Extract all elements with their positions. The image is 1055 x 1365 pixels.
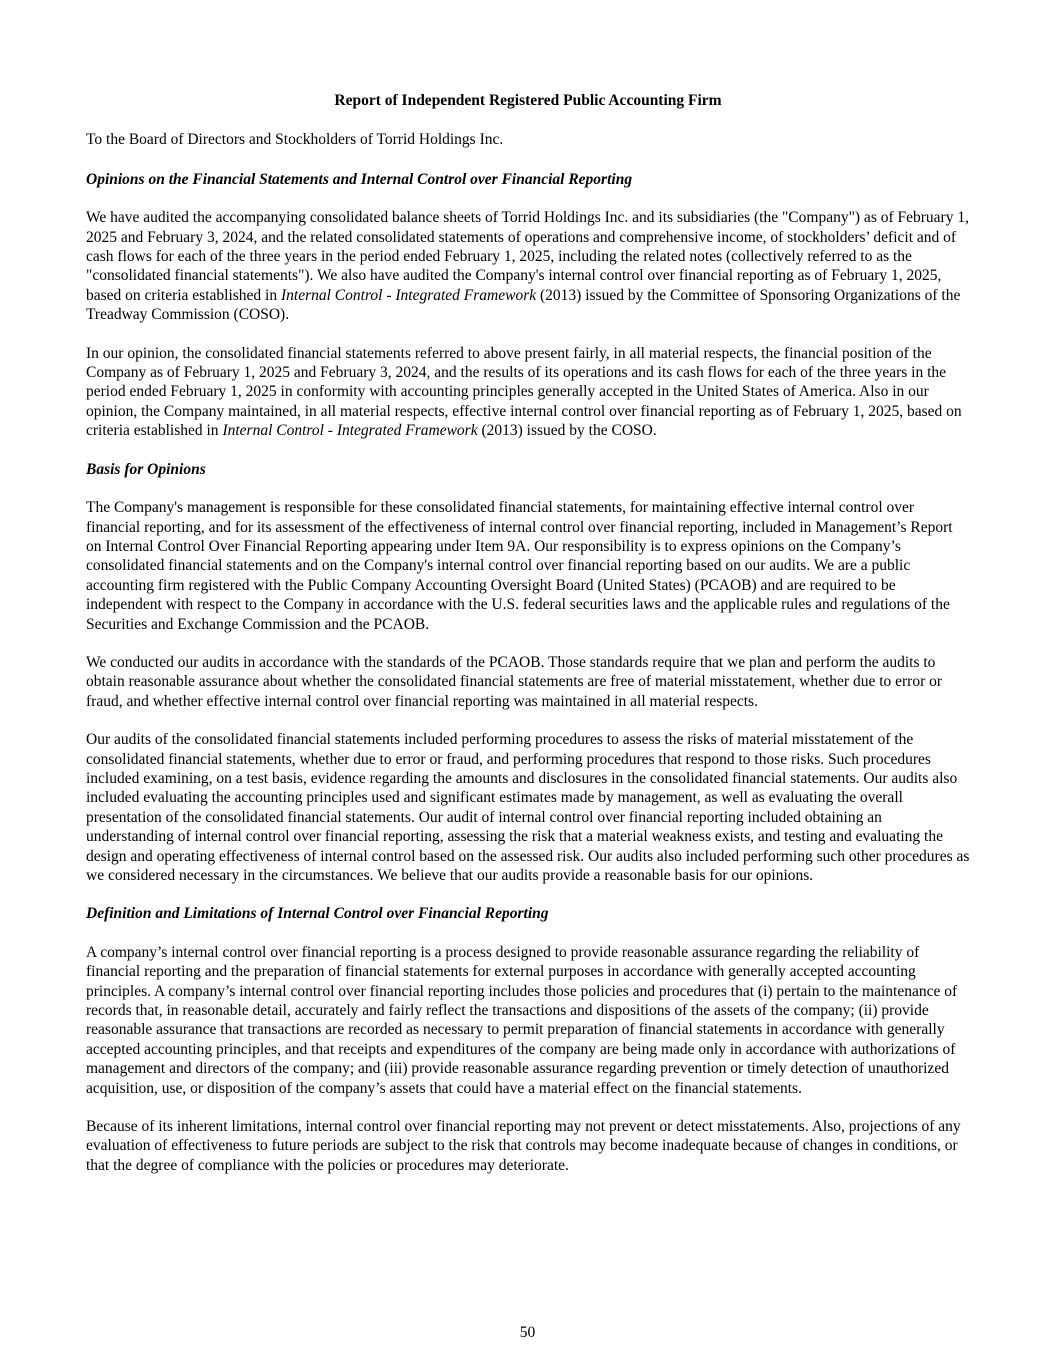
- salutation: To the Board of Directors and Stockholders of Torrid Holdings Inc.: [86, 131, 504, 149]
- report-page: [86, 91, 970, 1194]
- framework-title: Internal Control - Integrated Framework: [222, 422, 478, 440]
- paragraph-text: (2013) issued by the COSO.: [477, 422, 657, 440]
- paragraph-opinions-2: [86, 344, 970, 441]
- paragraph-opinions-1: [86, 208, 970, 324]
- paragraph-definition-2: Because of its inherent limitations, internal control over financial reporting may not prevent or detect misstatements. Also, projections of any evaluation of effectiveness to future periods are subject to the risk that controls may become inadequate because of changes in conditions, or that the degree of compliance with the policies or procedures may deteriorate.: [86, 1118, 961, 1174]
- paragraph-definition-1: A company’s internal control over financial reporting is a process designed to provide reasonable assurance regarding the reliability of financial reporting and the preparation of financial statements for external purposes in accordance with generally accepted accounting principles. A company’s internal control over financial reporting includes those policies and procedures that (i) pertain to the maintenance of records that, in reasonable detail, accurately and fairly reflect the transactions and dispositions of the assets of the company; (ii) provide reasonable assurance that transactions are recorded as necessary to permit preparation of financial statements in accordance with generally accepted accounting principles, and that receipts and expenditures of the company are being made only in accordance with authorizations of management and directors of the company; and (iii) provide reasonable assurance regarding prevention or timely detection of unauthorized acquisition, use, or disposition of the company’s assets that could have a material effect on the financial statements.: [86, 943, 958, 1097]
- heading-definition: Definition and Limitations of Internal Control over Financial Reporting: [86, 905, 549, 923]
- heading-basis: Basis for Opinions: [86, 460, 206, 478]
- page-number: 50: [519, 1324, 536, 1341]
- report-title: Report of Independent Registered Public Accounting Firm: [334, 92, 722, 109]
- paragraph-basis-2: We conducted our audits in accordance with the standards of the PCAOB. Those standards require that we plan and perform the audits to obtain reasonable assurance about whether the consolidated financial statements are free of material misstatement, whether due to error or fraud, and whether effective internal control over financial reporting was maintained in all material respects.: [86, 653, 943, 710]
- framework-title: Internal Control - Integrated Framework: [280, 286, 537, 304]
- paragraph-text: We have audited the accompanying consolidated balance sheets of Torrid Holdings Inc. and its subsidiaries (the "Company") as of February 1, 2025 and February 3, 2024, and the related consolidated statements of operations and comprehensive income, of stockholders’ deficit and of cash flows for each of the three years in the period ended February 1, 2025, including the related notes (collectively referred to as the "consolidated financial statements"). We also have audited the Company's internal control over financial reporting as of February 1, 2025, based on criteria established in: [86, 209, 969, 304]
- heading-opinions: Opinions on the Financial Statements and Internal Control over Financial Reporting: [86, 170, 633, 188]
- paragraph-text: (2013) issued by the Committee of Sponsoring Organizations of the Treadway Commission (COSO).: [86, 286, 961, 324]
- paragraph-basis-1: The Company's management is responsible for these consolidated financial statements, for maintaining effective internal control over financial reporting, and for its assessment of the effectiveness of internal control over financial reporting, included in Management’s Report on Internal Control Over Financial Reporting appearing under Item 9A. Our responsibility is to express opinions on the Company’s consolidated financial statements and on the Company's internal control over financial reporting based on our audits. We are a public accounting firm registered with the Public Company Accounting Oversight Board (United States) (PCAOB) and are required to be independent with respect to the Company in accordance with the U.S. federal securities laws and the applicable rules and regulations of the Securities and Exchange Commission and the PCAOB.: [86, 499, 953, 633]
- paragraph-text: In our opinion, the consolidated financial statements referred to above present fairly, in all material respects, the financial position of the Company as of February 1, 2025 and February 3, 2024, and the results of its operations and its cash flows for each of the three years in the period ended February 1, 2025 in conformity with accounting principles generally accepted in the United States of America. Also in our opinion, the Company maintained, in all material respects, effective internal control over financial reporting as of February 1, 2025, based on criteria established in: [86, 344, 962, 440]
- paragraph-basis-3: Our audits of the consolidated financial statements included performing procedures to assess the risks of material misstatement of the consolidated financial statements, whether due to error or fraud, and performing procedures that respond to those risks. Such procedures included examining, on a test basis, evidence regarding the amounts and disclosures in the consolidated financial statements. Our audits also included evaluating the accounting principles used and significant estimates made by management, as well as evaluating the overall presentation of the consolidated financial statements. Our audit of internal control over financial reporting included obtaining an understanding of internal control over financial reporting, assessing the risk that a material weakness exists, and testing and evaluating the design and operating effectiveness of internal control based on the assessed risk. Our audits also included performing such other procedures as we considered necessary in the circumstances. We believe that our audits provide a reasonable basis for our opinions.: [86, 731, 970, 884]
